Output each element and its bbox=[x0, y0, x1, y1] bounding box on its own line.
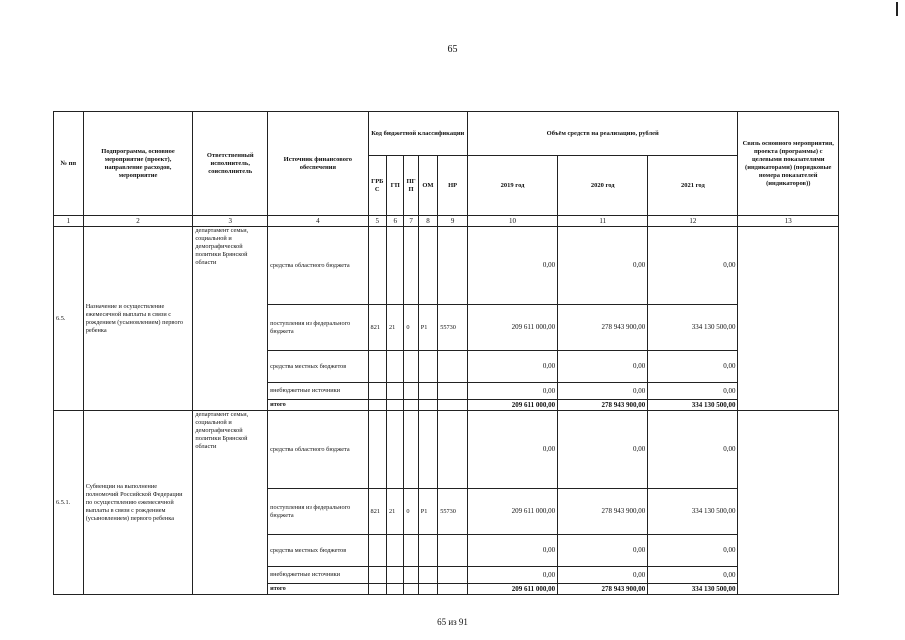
column-number: 10 bbox=[467, 216, 557, 227]
header-link: Связь основного мероприятия, проекта (программы) с целевыми показателями (индикаторами) (порядковые номера показателей (индикаторов)) bbox=[738, 112, 839, 216]
header-responsible: Ответственный исполнитель, соисполнитель bbox=[193, 112, 268, 216]
code-nr bbox=[438, 535, 468, 567]
code-pgp bbox=[404, 400, 418, 411]
header-no: № пп bbox=[54, 112, 84, 216]
code-nr bbox=[438, 567, 468, 584]
header-budget-code: Код бюджетной классификации bbox=[368, 112, 467, 156]
code-gp bbox=[386, 400, 403, 411]
code-grbs bbox=[368, 383, 386, 400]
amount-2021: 334 130 500,00 bbox=[648, 400, 738, 411]
item-name: Назначение и осуществление ежемесячной выплаты в связи с рождением (усыновлением) первого ребенка bbox=[83, 227, 193, 411]
code-pgp bbox=[404, 351, 418, 383]
amount-2019: 209 611 000,00 bbox=[467, 400, 557, 411]
amount-2021: 0,00 bbox=[648, 535, 738, 567]
column-number: 2 bbox=[83, 216, 193, 227]
code-grbs bbox=[368, 411, 386, 489]
column-number: 1 bbox=[54, 216, 84, 227]
column-number: 4 bbox=[268, 216, 368, 227]
amount-2021: 334 130 500,00 bbox=[648, 305, 738, 351]
header-program: Подпрограмма, основное мероприятие (проект), направление расходов, мероприятие bbox=[83, 112, 193, 216]
indicator-link bbox=[738, 411, 839, 595]
amount-2019: 209 611 000,00 bbox=[467, 489, 557, 535]
amount-2021: 334 130 500,00 bbox=[648, 584, 738, 595]
header-om: ОМ bbox=[418, 156, 437, 216]
code-pgp bbox=[404, 383, 418, 400]
code-grbs: 821 bbox=[368, 489, 386, 535]
code-nr bbox=[438, 383, 468, 400]
code-pgp bbox=[404, 411, 418, 489]
amount-2020: 278 943 900,00 bbox=[558, 489, 648, 535]
header-gp: ГП bbox=[386, 156, 403, 216]
code-gp bbox=[386, 383, 403, 400]
code-nr bbox=[438, 411, 468, 489]
amount-2019: 0,00 bbox=[467, 227, 557, 305]
amount-2021: 0,00 bbox=[648, 227, 738, 305]
funding-source: итого bbox=[268, 400, 368, 411]
code-om bbox=[418, 400, 437, 411]
code-gp: 21 bbox=[386, 305, 403, 351]
column-number: 11 bbox=[558, 216, 648, 227]
code-gp bbox=[386, 584, 403, 595]
amount-2020: 278 943 900,00 bbox=[558, 305, 648, 351]
item-number: 6.5. bbox=[54, 227, 84, 411]
budget-table bbox=[53, 111, 839, 595]
funding-source: средства областного бюджета bbox=[268, 411, 368, 489]
header-y2020: 2020 год bbox=[558, 156, 648, 216]
table-row bbox=[54, 411, 839, 489]
code-om bbox=[418, 567, 437, 584]
funding-source: внебюджетные источники bbox=[268, 567, 368, 584]
column-number: 5 bbox=[368, 216, 386, 227]
funding-source: поступления из федерального бюджета bbox=[268, 489, 368, 535]
code-grbs bbox=[368, 400, 386, 411]
amount-2020: 0,00 bbox=[558, 535, 648, 567]
header-volume: Объём средств на реализацию, рублей bbox=[467, 112, 738, 156]
amount-2019: 0,00 bbox=[467, 535, 557, 567]
amount-2021: 0,00 bbox=[648, 383, 738, 400]
amount-2020: 0,00 bbox=[558, 351, 648, 383]
column-number: 13 bbox=[738, 216, 839, 227]
code-gp: 21 bbox=[386, 489, 403, 535]
amount-2021: 0,00 bbox=[648, 351, 738, 383]
amount-2019: 0,00 bbox=[467, 383, 557, 400]
code-pgp: 0 bbox=[404, 489, 418, 535]
amount-2019: 209 611 000,00 bbox=[467, 305, 557, 351]
page-number-top: 65 bbox=[447, 44, 458, 55]
item-name: Субвенции на выполнение полномочий Российской Федерации по осуществлению ежемесячной выплаты в связи с рождением (усыновлением) первого ребенка bbox=[83, 411, 193, 595]
header-y2019: 2019 год bbox=[467, 156, 557, 216]
column-number: 9 bbox=[438, 216, 468, 227]
responsible-executor: департамент семьи, социальной и демографической политики Брянской области bbox=[193, 411, 268, 595]
code-om bbox=[418, 411, 437, 489]
code-gp bbox=[386, 411, 403, 489]
code-pgp bbox=[404, 535, 418, 567]
amount-2020: 0,00 bbox=[558, 383, 648, 400]
column-number-row bbox=[54, 216, 839, 227]
amount-2019: 0,00 bbox=[467, 351, 557, 383]
column-number: 8 bbox=[418, 216, 437, 227]
funding-source: поступления из федерального бюджета bbox=[268, 305, 368, 351]
funding-source: средства областного бюджета bbox=[268, 227, 368, 305]
code-nr bbox=[438, 227, 468, 305]
table-row bbox=[54, 227, 839, 305]
code-om bbox=[418, 383, 437, 400]
item-number: 6.5.1. bbox=[54, 411, 84, 595]
code-pgp: 0 bbox=[404, 305, 418, 351]
code-grbs bbox=[368, 567, 386, 584]
column-number: 7 bbox=[404, 216, 418, 227]
code-grbs bbox=[368, 584, 386, 595]
amount-2021: 0,00 bbox=[648, 567, 738, 584]
header-grbs: ГРБ С bbox=[368, 156, 386, 216]
code-pgp bbox=[404, 584, 418, 595]
code-nr bbox=[438, 351, 468, 383]
code-om bbox=[418, 535, 437, 567]
amount-2021: 334 130 500,00 bbox=[648, 489, 738, 535]
header-source: Источник финансового обеспечения bbox=[268, 112, 368, 216]
code-nr bbox=[438, 584, 468, 595]
funding-source: внебюджетные источники bbox=[268, 383, 368, 400]
code-om bbox=[418, 227, 437, 305]
page-edge-mark bbox=[896, 2, 898, 16]
amount-2019: 0,00 bbox=[467, 411, 557, 489]
funding-source: средства местных бюджетов bbox=[268, 351, 368, 383]
page-footer: 65 из 91 bbox=[437, 617, 468, 627]
amount-2020: 0,00 bbox=[558, 227, 648, 305]
indicator-link bbox=[738, 227, 839, 411]
amount-2021: 0,00 bbox=[648, 411, 738, 489]
code-grbs bbox=[368, 227, 386, 305]
code-gp bbox=[386, 535, 403, 567]
amount-2020: 278 943 900,00 bbox=[558, 584, 648, 595]
code-pgp bbox=[404, 227, 418, 305]
header-pgp: ПГ П bbox=[404, 156, 418, 216]
code-om: P1 bbox=[418, 489, 437, 535]
amount-2020: 278 943 900,00 bbox=[558, 400, 648, 411]
header-y2021: 2021 год bbox=[648, 156, 738, 216]
code-gp bbox=[386, 567, 403, 584]
amount-2019: 0,00 bbox=[467, 567, 557, 584]
amount-2020: 0,00 bbox=[558, 411, 648, 489]
code-om bbox=[418, 351, 437, 383]
code-grbs bbox=[368, 351, 386, 383]
code-nr: 55730 bbox=[438, 305, 468, 351]
code-gp bbox=[386, 351, 403, 383]
column-number: 6 bbox=[386, 216, 403, 227]
header-nr: НР bbox=[438, 156, 468, 216]
column-number: 12 bbox=[648, 216, 738, 227]
funding-source: итого bbox=[268, 584, 368, 595]
amount-2019: 209 611 000,00 bbox=[467, 584, 557, 595]
column-number: 3 bbox=[193, 216, 268, 227]
code-nr: 55730 bbox=[438, 489, 468, 535]
code-om: P1 bbox=[418, 305, 437, 351]
code-grbs bbox=[368, 535, 386, 567]
code-om bbox=[418, 584, 437, 595]
code-grbs: 821 bbox=[368, 305, 386, 351]
code-nr bbox=[438, 400, 468, 411]
code-pgp bbox=[404, 567, 418, 584]
responsible-executor: департамент семьи, социальной и демографической политики Брянской области bbox=[193, 227, 268, 411]
code-gp bbox=[386, 227, 403, 305]
funding-source: средства местных бюджетов bbox=[268, 535, 368, 567]
amount-2020: 0,00 bbox=[558, 567, 648, 584]
